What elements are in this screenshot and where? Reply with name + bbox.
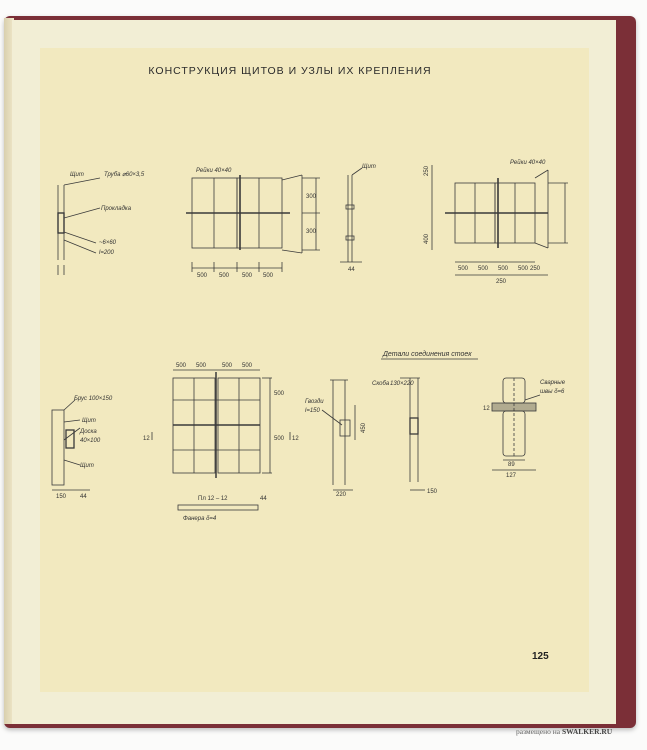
drawing-shield-grid — [143, 363, 299, 522]
dim-127: 127 — [506, 473, 517, 479]
label-rails-2: Рейки 40×40 — [510, 160, 546, 166]
drawing-welded-pipe — [483, 378, 566, 479]
label-gasket: Прокладка — [101, 206, 132, 212]
dim-500-h: 500 — [518, 266, 529, 272]
page-title: КОНСТРУКЦИЯ ЩИТОВ И УЗЛЫ ИХ КРЕПЛЕНИЯ — [148, 65, 432, 77]
drawing-bracket-post — [372, 378, 438, 495]
dim-250-c: 250 — [424, 165, 430, 176]
drawing-shield-panel-2 — [424, 159, 568, 285]
dim-150-b: 150 — [427, 489, 438, 495]
dim-300-b: 300 — [306, 229, 317, 235]
label-board: Доска — [80, 429, 97, 435]
label-fanera: Фанера δ=4 — [183, 516, 217, 522]
dim-12-c: 12 — [483, 406, 490, 412]
drawing-side-view-1 — [340, 164, 376, 273]
dim-500-k: 500 — [222, 363, 233, 369]
dim-500-b: 500 — [219, 273, 230, 279]
watermark-prefix: размещено на — [516, 727, 561, 736]
watermark-site: SWALKER.RU — [561, 727, 613, 736]
dim-12-b: 12 — [292, 436, 299, 442]
dim-12-a: 12 — [143, 436, 150, 442]
label-bracket-size: 130×220 — [390, 381, 414, 387]
dim-500-e: 500 — [458, 266, 469, 272]
dim-500-m: 500 — [274, 391, 285, 397]
label-shield-4: Щит — [80, 463, 94, 469]
dim-500-c: 500 — [242, 273, 253, 279]
watermark — [516, 727, 612, 736]
dim-300-a: 300 — [306, 194, 317, 200]
drawing-beam-joint — [52, 396, 113, 500]
drawing-pipe-joint — [58, 172, 145, 275]
label-bracket: Скоба — [372, 381, 390, 387]
dim-44-c: 44 — [260, 496, 267, 502]
label-rails-1: Рейки 40×40 — [196, 168, 232, 174]
label-beam: Брус 100×150 — [74, 396, 113, 402]
dim-400: 400 — [424, 233, 430, 244]
label-shield-3: Щит — [82, 418, 96, 424]
dim-500-f: 500 — [478, 266, 489, 272]
dim-500-g: 500 — [498, 266, 509, 272]
dim-500-i: 500 — [176, 363, 187, 369]
dim-500-l: 500 — [242, 363, 253, 369]
label-section: Пл 12 – 12 — [198, 496, 228, 502]
dim-89: 89 — [508, 462, 515, 468]
label-nails: Гвозди — [305, 399, 324, 405]
label-nails-len: l=150 — [305, 408, 320, 414]
dim-250-b: 250 — [496, 279, 507, 285]
dim-500-n: 500 — [274, 436, 285, 442]
dim-500-j: 500 — [196, 363, 207, 369]
dim-250-a: 250 — [530, 266, 541, 272]
page-number: 125 — [532, 651, 549, 662]
dim-450: 450 — [361, 422, 367, 433]
label-board-size: 40×100 — [80, 438, 101, 444]
label-shield-2: Щит — [362, 164, 376, 170]
dim-500-d: 500 — [263, 273, 274, 279]
drawing-nail-post — [305, 380, 367, 498]
dim-150-a: 150 — [56, 494, 67, 500]
label-plate-b: l=200 — [99, 250, 114, 256]
label-shield: Щит — [70, 172, 84, 178]
label-welded-seam: швы δ=6 — [540, 389, 565, 395]
label-plate-a: ~6×60 — [99, 240, 117, 246]
label-pipe: Труба ⌀60×3,5 — [104, 172, 145, 178]
dim-500-a: 500 — [197, 273, 208, 279]
label-welded: Сварные — [540, 380, 566, 386]
dim-44-a: 44 — [348, 267, 355, 273]
dim-44-b: 44 — [80, 494, 87, 500]
section-label: Детали соединения стоек — [383, 351, 472, 358]
dim-220: 220 — [336, 492, 347, 498]
drawing-shield-panel-1 — [186, 167, 320, 279]
